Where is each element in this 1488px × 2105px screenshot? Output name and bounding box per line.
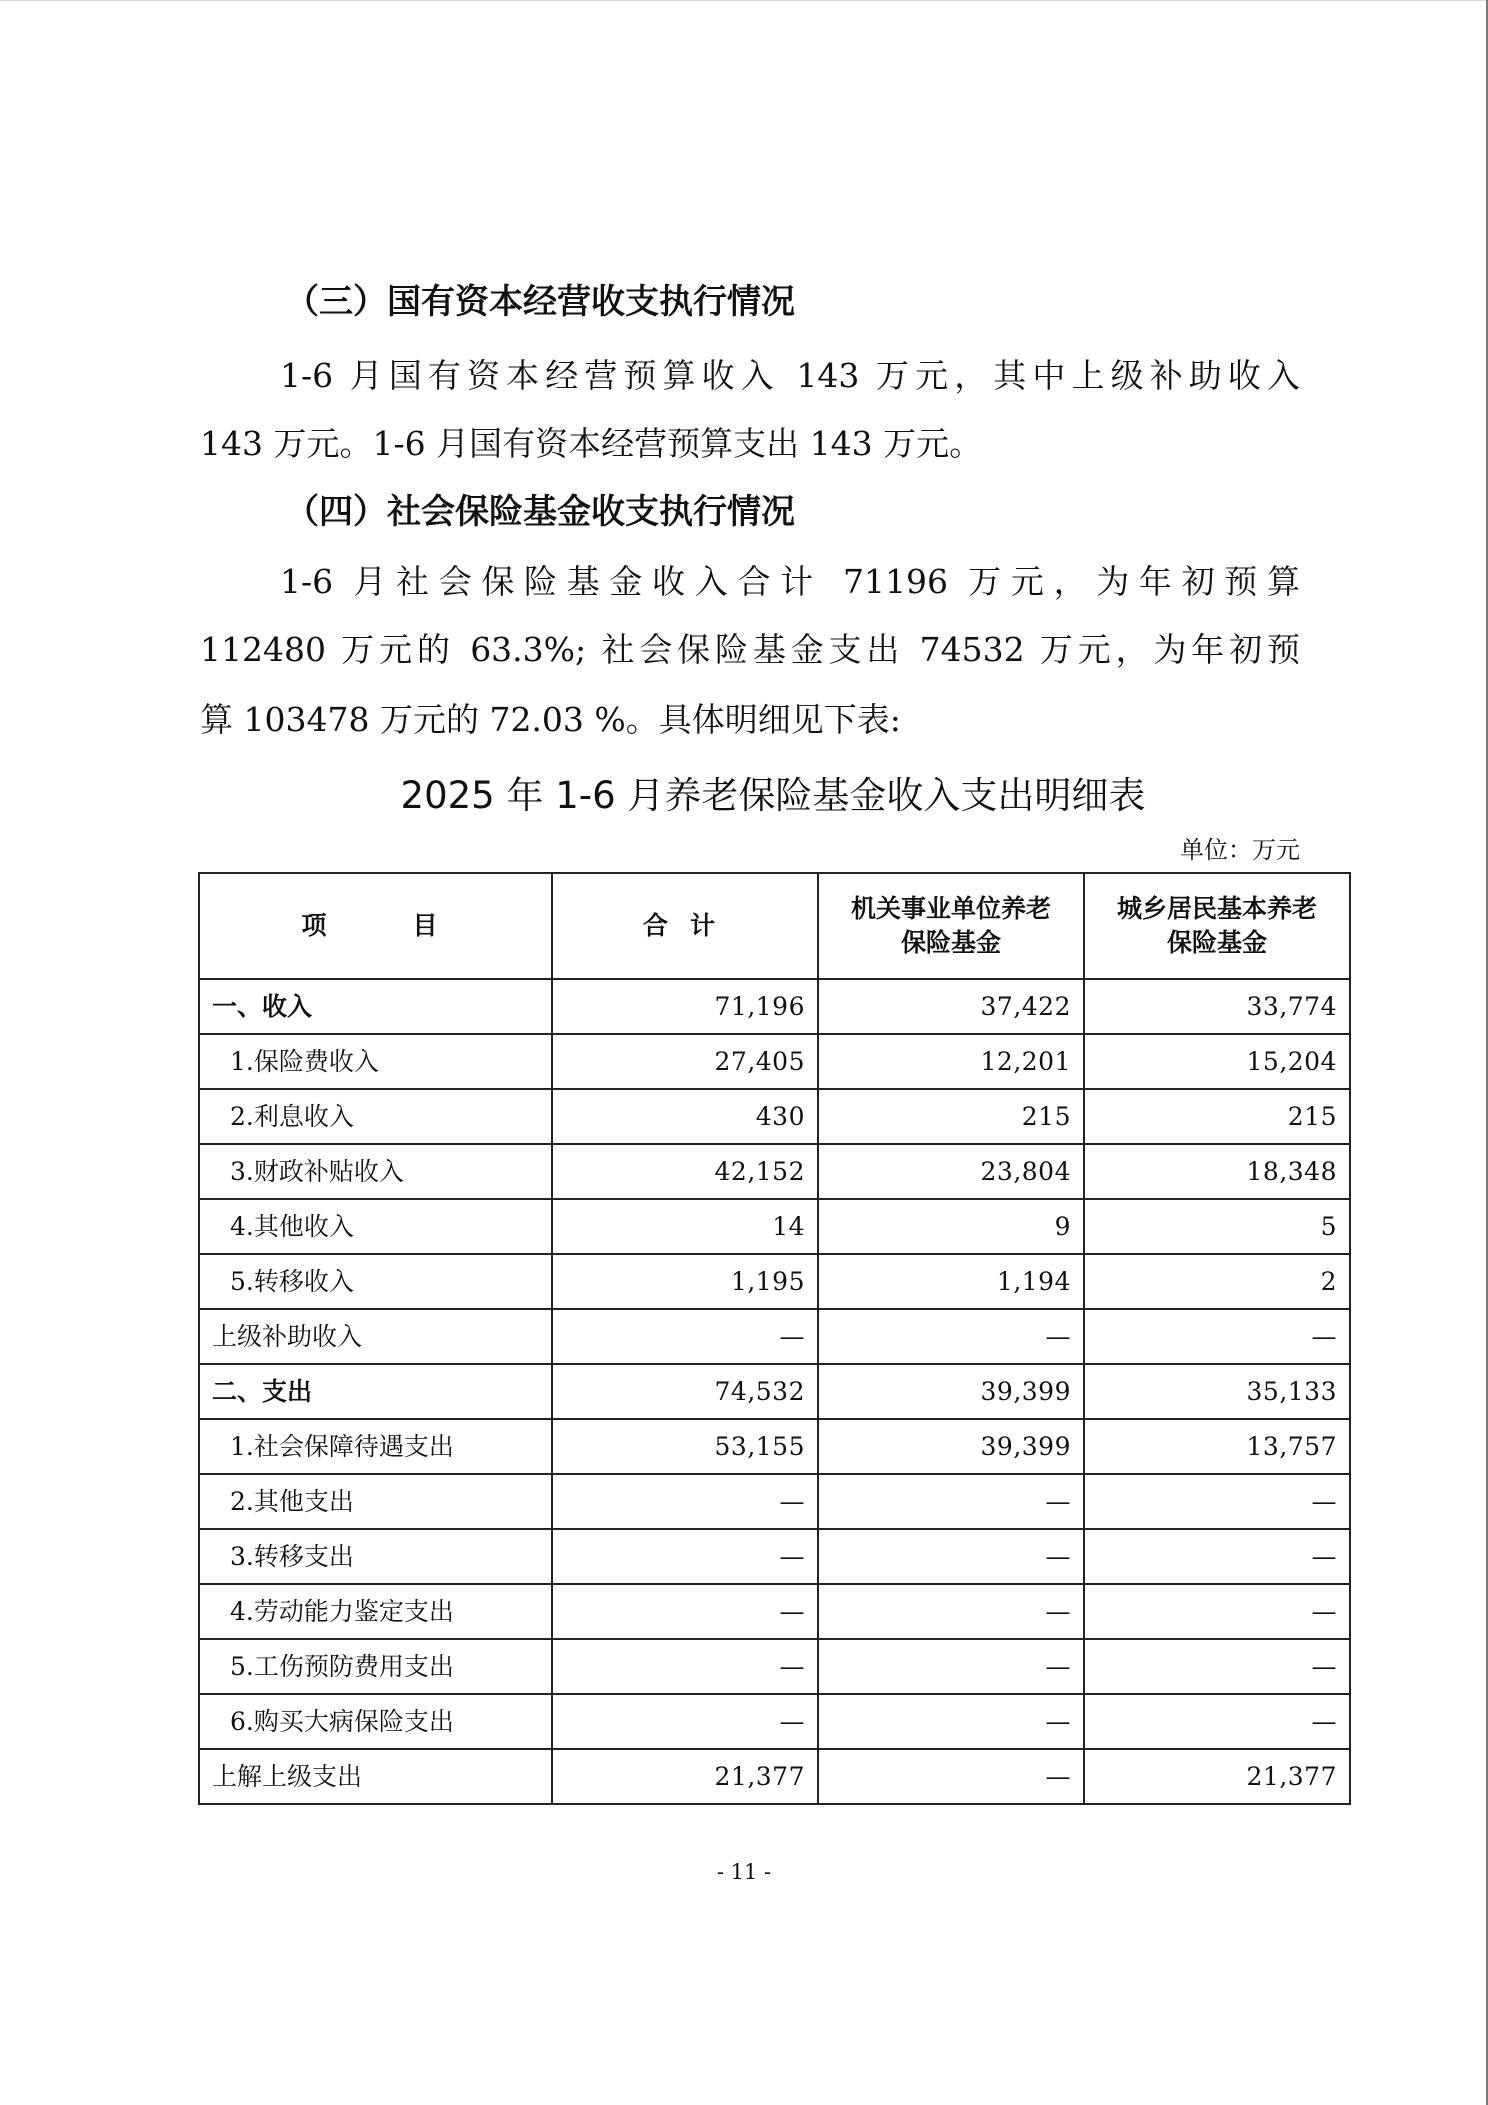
paragraph-line: 143 万元。1-6 月国有资本经营预算支出 143 万元。 (200, 424, 983, 463)
row-label: 1.社会保障待遇支出 (199, 1419, 552, 1474)
cell-agency-fund: 37,422 (818, 979, 1084, 1034)
cell-total: — (552, 1474, 818, 1529)
table-row (199, 1694, 1350, 1749)
row-label: 6.购买大病保险支出 (199, 1694, 552, 1749)
header-agency-fund (818, 873, 1084, 979)
table-row (199, 1364, 1350, 1419)
cell-agency-fund: 12,201 (818, 1034, 1084, 1089)
cell-total: 53,155 (552, 1419, 818, 1474)
table-row (199, 1309, 1350, 1364)
cell-resident-fund: — (1084, 1694, 1350, 1749)
row-label: 5.工伤预防费用支出 (199, 1639, 552, 1694)
cell-total: 21,377 (552, 1749, 818, 1804)
cell-resident-fund: 18,348 (1084, 1144, 1350, 1199)
table-title: 2025 年 1-6 月养老保险基金收入支出明细表 (400, 774, 1146, 817)
table-row (199, 979, 1350, 1034)
cell-agency-fund: 1,194 (818, 1254, 1084, 1309)
cell-resident-fund: — (1084, 1639, 1350, 1694)
cell-agency-fund: — (818, 1309, 1084, 1364)
cell-agency-fund: — (818, 1694, 1084, 1749)
cell-total: 42,152 (552, 1144, 818, 1199)
row-label: 3.转移支出 (199, 1529, 552, 1584)
cell-agency-fund: 9 (818, 1199, 1084, 1254)
cell-agency-fund: 215 (818, 1089, 1084, 1144)
paragraph-line: 1-6 月社会保险基金收入合计 71196 万元，为年初预算 (280, 562, 1300, 601)
cell-resident-fund: 33,774 (1084, 979, 1350, 1034)
table-row (199, 1254, 1350, 1309)
cell-resident-fund: 215 (1084, 1089, 1350, 1144)
row-label: 3.财政补贴收入 (199, 1144, 552, 1199)
pension-fund-table (198, 872, 1351, 1805)
table-row (199, 1034, 1350, 1089)
table-row (199, 1199, 1350, 1254)
table-row (199, 1419, 1350, 1474)
cell-resident-fund: 2 (1084, 1254, 1350, 1309)
cell-total: — (552, 1529, 818, 1584)
paragraph-line: 112480 万元的 63.3%; 社会保险基金支出 74532 万元，为年初预 (200, 630, 1300, 669)
row-label: 4.劳动能力鉴定支出 (199, 1584, 552, 1639)
cell-total: 27,405 (552, 1034, 818, 1089)
row-label: 2.其他支出 (199, 1474, 552, 1529)
cell-agency-fund: 39,399 (818, 1364, 1084, 1419)
cell-resident-fund: — (1084, 1309, 1350, 1364)
cell-agency-fund: — (818, 1529, 1084, 1584)
cell-total: — (552, 1639, 818, 1694)
cell-total: 74,532 (552, 1364, 818, 1419)
cell-total: — (552, 1694, 818, 1749)
cell-total: 430 (552, 1089, 818, 1144)
row-label: 二、支出 (199, 1364, 552, 1419)
table-row (199, 1474, 1350, 1529)
row-label: 一、收入 (199, 979, 552, 1034)
header-agency-line1: 机关事业单位养老 (850, 894, 1051, 923)
cell-resident-fund: — (1084, 1474, 1350, 1529)
header-item: 项目 (199, 873, 552, 979)
table-row (199, 1584, 1350, 1639)
table-row (199, 1749, 1350, 1804)
paragraph-line: 1-6 月国有资本经营预算收入 143 万元，其中上级补助收入 (280, 356, 1300, 395)
row-label: 4.其他收入 (199, 1199, 552, 1254)
table-body (199, 979, 1350, 1804)
cell-total: 71,196 (552, 979, 818, 1034)
cell-resident-fund: 15,204 (1084, 1034, 1350, 1089)
page-number: - 11 - (716, 1860, 772, 1884)
row-label: 5.转移收入 (199, 1254, 552, 1309)
row-label: 1.保险费收入 (199, 1034, 552, 1089)
cell-total: 14 (552, 1199, 818, 1254)
header-resident-line1: 城乡居民基本养老 (1116, 894, 1317, 923)
cell-resident-fund: — (1084, 1529, 1350, 1584)
cell-total: 1,195 (552, 1254, 818, 1309)
row-label: 2.利息收入 (199, 1089, 552, 1144)
cell-resident-fund: — (1084, 1584, 1350, 1639)
cell-resident-fund: 21,377 (1084, 1749, 1350, 1804)
cell-agency-fund: — (818, 1584, 1084, 1639)
header-total: 合计 (552, 873, 818, 979)
section-heading-social-insurance: （四）社会保险基金收支执行情况 (285, 492, 795, 532)
row-label: 上解上级支出 (199, 1749, 552, 1804)
cell-resident-fund: 13,757 (1084, 1419, 1350, 1474)
header-resident-line2: 保险基金 (1166, 928, 1267, 957)
cell-total: — (552, 1584, 818, 1639)
cell-agency-fund: — (818, 1639, 1084, 1694)
section-heading-state-capital: （三）国有资本经营收支执行情况 (285, 282, 795, 322)
page-edge-top (0, 0, 1488, 1)
cell-total: — (552, 1309, 818, 1364)
cell-resident-fund: 5 (1084, 1199, 1350, 1254)
table-header-row (199, 873, 1350, 979)
row-label: 上级补助收入 (199, 1309, 552, 1364)
table-row (199, 1144, 1350, 1199)
table-row (199, 1089, 1350, 1144)
paragraph-line: 算 103478 万元的 72.03 %。具体明细见下表: (200, 700, 901, 739)
header-agency-line2: 保险基金 (900, 928, 1001, 957)
table-row (199, 1529, 1350, 1584)
cell-resident-fund: 35,133 (1084, 1364, 1350, 1419)
cell-agency-fund: 39,399 (818, 1419, 1084, 1474)
unit-note: 单位：万元 (1180, 836, 1300, 864)
header-resident-fund (1084, 873, 1350, 979)
cell-agency-fund: — (818, 1749, 1084, 1804)
table-row (199, 1639, 1350, 1694)
cell-agency-fund: — (818, 1474, 1084, 1529)
cell-agency-fund: 23,804 (818, 1144, 1084, 1199)
